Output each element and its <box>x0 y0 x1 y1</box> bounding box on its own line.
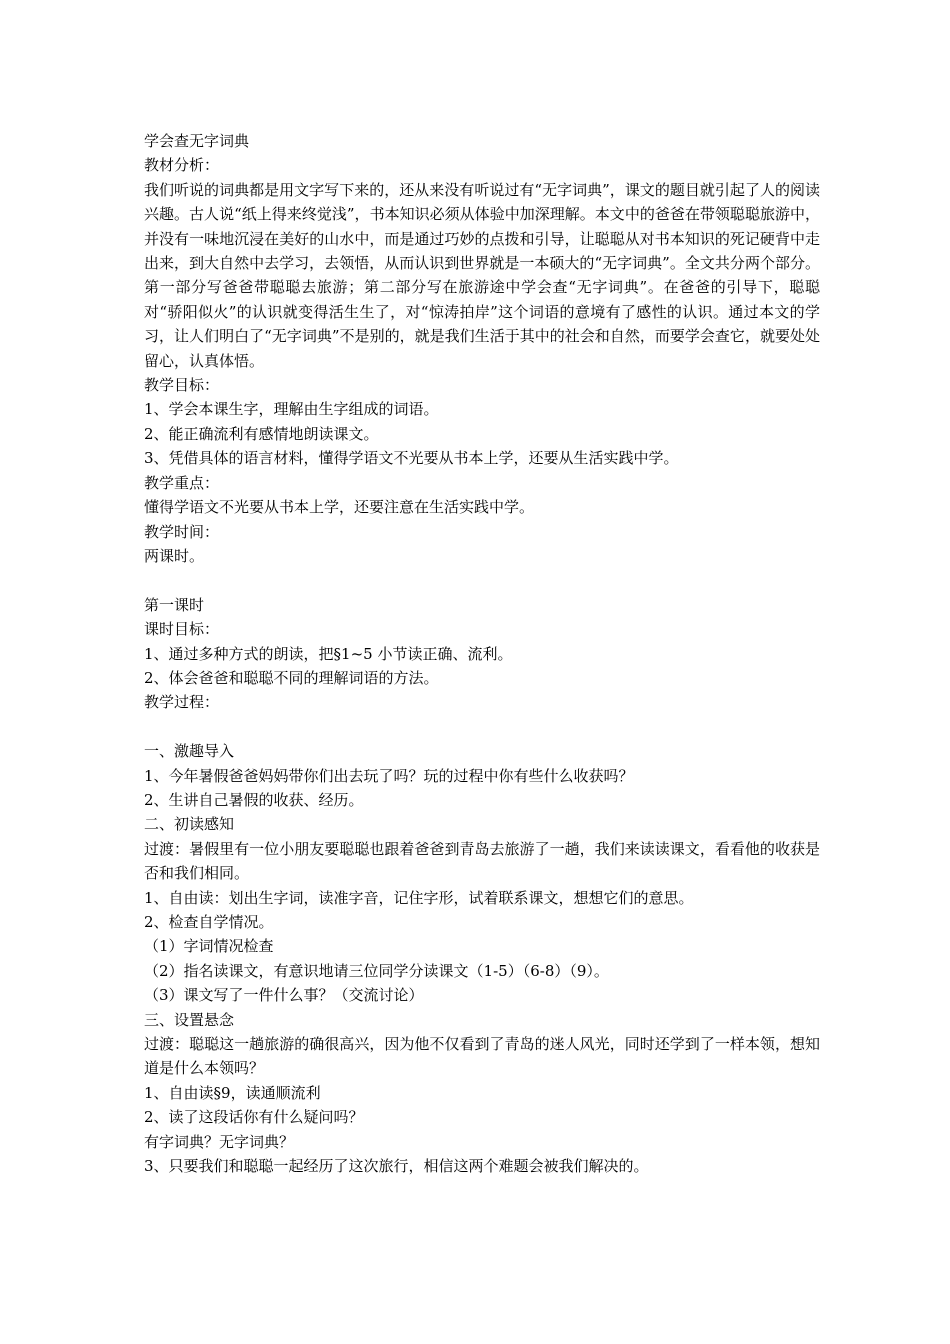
section-transition: 过渡：暑假里有一位小朋友要聪聪也跟着爸爸到青岛去旅游了一趟，我们来读读课文，看看他的收获是否和我们相同。 <box>144 839 820 883</box>
blank-line <box>144 715 820 739</box>
goal-item: 3、凭借具体的语言材料，懂得学语文不光要从书本上学，还要从生活实践中学。 <box>144 449 679 468</box>
goal-item: 2、能正确流利有感情地朗读课文。 <box>144 424 379 443</box>
time-heading: 教学时间： <box>144 522 220 541</box>
section-heading: 二、初读感知 <box>144 815 235 834</box>
section-item: 有字词典？无字词典？ <box>144 1132 295 1151</box>
section-item: 1、自由读§9，读通顺流利 <box>144 1083 321 1102</box>
section-transition: 过渡：聪聪这一趟旅游的确很高兴，因为他不仅看到了青岛的迷人风光，同时还学到了一样本领，想知道是什么本领吗？ <box>144 1035 820 1078</box>
objective-item: 2、体会爸爸和聪聪不同的理解词语的方法。 <box>144 668 439 687</box>
goals-heading: 教学目标： <box>144 376 220 395</box>
analysis-heading: 教材分析： <box>144 156 220 175</box>
section-heading: 三、设置悬念 <box>144 1010 235 1029</box>
blank-line <box>144 568 820 592</box>
section-item: 1、自由读：划出生字词，读准字音，记住字形，试着联系课文，想想它们的意思。 <box>144 888 694 907</box>
process-heading: 教学过程： <box>144 693 220 712</box>
goal-item: 1、学会本课生字，理解由生字组成的词语。 <box>144 400 439 419</box>
analysis-paragraph: 我们听说的词典都是用文字写下来的，还从来没有听说过有“无字词典”，课文的题目就引起了人的阅读兴趣。古人说“纸上得来终觉浅”，书本知识必须从体验中加深理解。本文中的爸爸在带领聪聪旅游中，并没有一味地沉浸在美好的山水中，而是通过巧妙的点拨和引导，让聪聪从对书本知识的死记硬背中走出来，到大自然中去学习，去领悟，从而认识到世界就是一本硕大的“无字词典”。全文共分两个部分。第一部分写爸爸带聪聪去旅游；第二部分写在旅游途中学会查“无字词典”。在爸爸的引导下，聪聪对“骄阳似火”的认识就变得活生生了，对“惊涛拍岸”这个词语的意境有了感性的认识。通过本文的学习，让人们明白了“无字词典”不是别的，就是我们生活于其中的社会和自然，而要学会查它，就要处处留心，认真体悟。 <box>144 180 820 370</box>
document-body <box>144 129 820 1178</box>
document-title: 学会查无字词典 <box>144 132 250 150</box>
objective-item: 1、通过多种方式的朗读，把§1~5 小节读正确、流利。 <box>144 644 513 663</box>
time-text: 两课时。 <box>144 546 205 565</box>
section-item: 2、读了这段话你有什么疑问吗？ <box>144 1108 364 1127</box>
section-item: 1、今年暑假爸爸妈妈带你们出去玩了吗？玩的过程中你有些什么收获吗？ <box>144 766 634 785</box>
focus-heading: 教学重点： <box>144 473 220 492</box>
section-item: 3、只要我们和聪聪一起经历了这次旅行，相信这两个难题会被我们解决的。 <box>144 1157 649 1176</box>
section-item: 2、检查自学情况。 <box>144 912 274 931</box>
section-item: （1）字词情况检查 <box>144 937 274 956</box>
section-item: （2）指名读课文，有意识地请三位同学分读课文（1-5）（6-8）（9）。 <box>144 961 609 980</box>
objectives-heading: 课时目标： <box>144 620 220 639</box>
section-item: （3）课文写了一件什么事？（交流讨论） <box>144 986 424 1005</box>
lesson-heading: 第一课时 <box>144 595 205 614</box>
section-heading: 一、激趣导入 <box>144 742 235 761</box>
focus-text: 懂得学语文不光要从书本上学，还要注意在生活实践中学。 <box>144 498 535 517</box>
section-item: 2、生讲自己暑假的收获、经历。 <box>144 790 364 809</box>
